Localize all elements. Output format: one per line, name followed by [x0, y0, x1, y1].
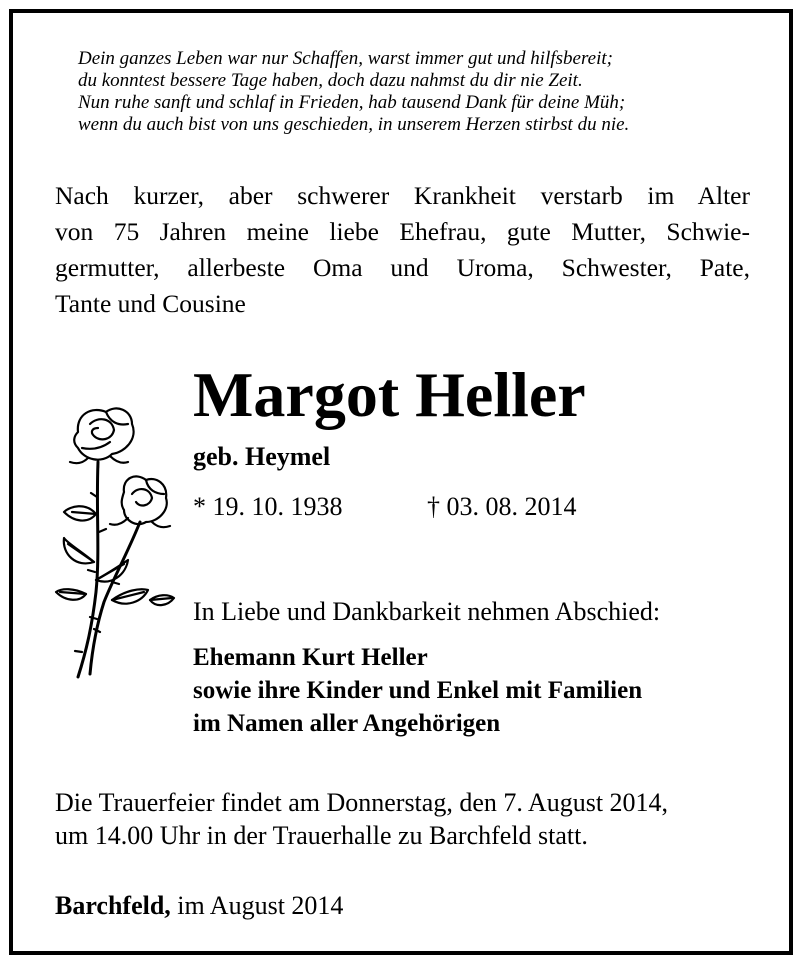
ceremony-line: um 14.00 Uhr in der Trauerhalle zu Barchfeld statt. — [55, 821, 588, 850]
place-and-date — [55, 890, 343, 922]
birth-date: * 19. 10. 1938 — [193, 492, 343, 521]
closing-place: Barchfeld, — [55, 891, 171, 920]
mourners-list — [193, 641, 642, 740]
announcement-line: Nach kurzer, aber schwerer Krankheit verstarb im Alter — [55, 181, 750, 210]
deceased-name: Margot Heller — [193, 359, 586, 430]
maiden-name: geb. Heymel — [193, 442, 331, 471]
poem-line: Nun ruhe sanft und schlaf in Frieden, hab tausend Dank für deine Müh; — [78, 92, 626, 113]
announcement-line: von 75 Jahren meine liebe Ehefrau, gute Mutter, Schwie- — [55, 217, 750, 246]
mourner-line: im Namen aller Angehörigen — [193, 710, 501, 737]
funeral-details — [55, 786, 668, 852]
poem-line: du konntest bessere Tage haben, doch dazu nahmst du dir nie Zeit. — [78, 70, 583, 91]
ceremony-line: Die Trauerfeier findet am Donnerstag, den 7. August 2014, — [55, 788, 669, 817]
memorial-poem — [78, 48, 778, 136]
poem-line: Dein ganzes Leben war nur Schaffen, warst immer gut und hilfsbereit; — [78, 48, 613, 69]
poem-line: wenn du auch bist von uns geschieden, in unserem Herzen stirbst du nie. — [78, 114, 630, 135]
farewell-intro: In Liebe und Dankbarkeit nehmen Abschied: — [193, 597, 661, 626]
death-announcement — [55, 178, 750, 322]
announcement-line: germutter, allerbeste Oma und Uroma, Schwester, Pate, — [55, 253, 750, 282]
mourner-line: Ehemann Kurt Heller — [193, 644, 428, 671]
closing-date: im August 2014 — [170, 891, 344, 920]
death-date: † 03. 08. 2014 — [427, 492, 577, 521]
announcement-line: Tante und Cousine — [55, 289, 246, 318]
mourner-line: sowie ihre Kinder und Enkel mit Familien — [193, 677, 643, 704]
rose-icon — [52, 402, 182, 687]
